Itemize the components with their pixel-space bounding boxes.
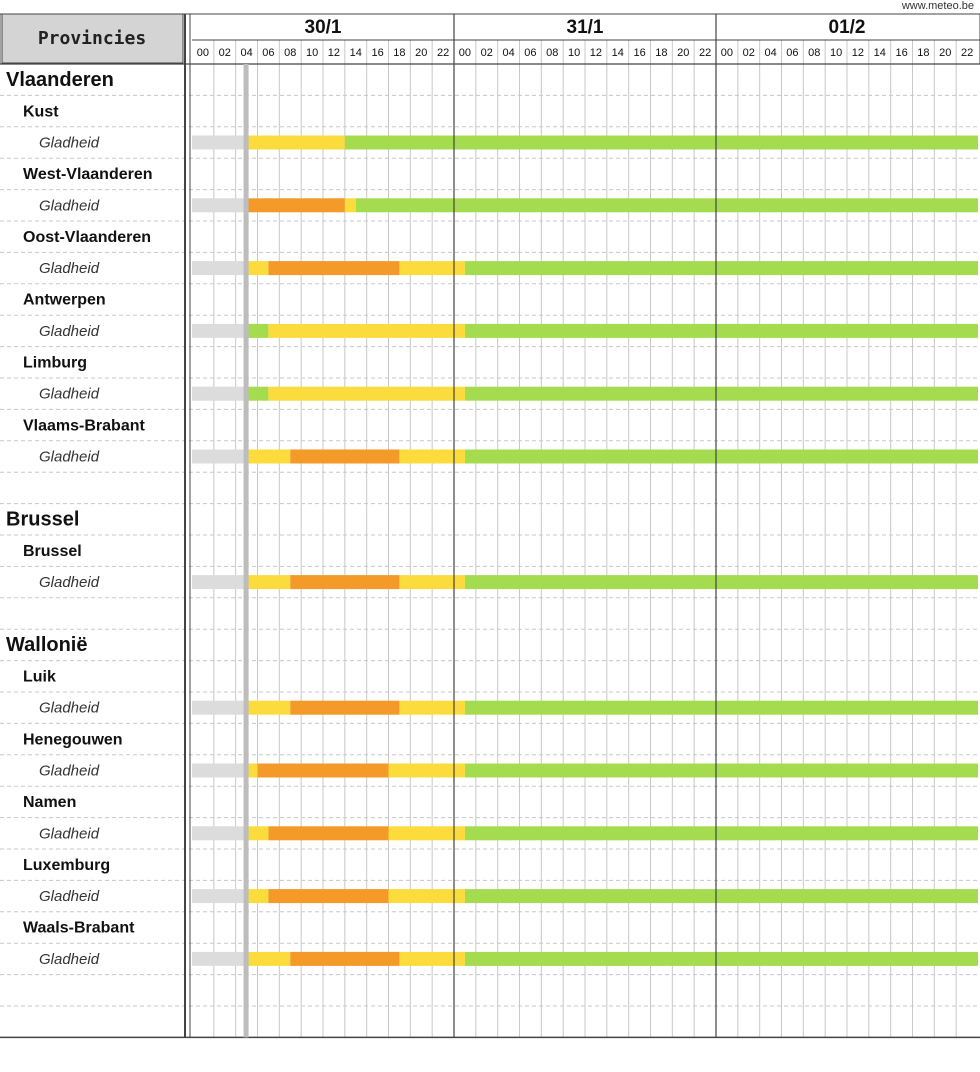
warning-bar-green: [247, 387, 269, 401]
warning-bar-yellow: [399, 575, 465, 589]
warning-bar-yellow: [399, 952, 465, 966]
warning-bar-yellow: [399, 450, 465, 464]
hour-tick-label: 04: [502, 46, 515, 59]
hour-tick-label: 20: [415, 46, 428, 59]
province-label: Oost-Vlaanderen: [23, 228, 152, 246]
warning-bar-green: [465, 826, 978, 840]
source-label[interactable]: www.meteo.be: [901, 0, 974, 12]
hour-tick-label: 18: [655, 46, 668, 59]
region-label: Vlaanderen: [6, 68, 114, 91]
parameter-label: Gladheid: [39, 699, 100, 717]
parameter-label: Gladheid: [39, 950, 100, 968]
parameter-label: Gladheid: [39, 260, 100, 278]
warning-bar-green: [356, 198, 978, 212]
warning-bar-yellow: [247, 889, 269, 903]
hour-tick-label: 00: [196, 46, 210, 59]
warning-bar-none: [192, 324, 247, 338]
province-label: Vlaams-Brabant: [23, 417, 145, 435]
warning-bar-yellow: [399, 261, 465, 275]
hour-tick-label: 04: [764, 46, 777, 59]
hour-tick-label: 22: [698, 46, 712, 59]
parameter-label: Gladheid: [39, 134, 100, 152]
now-marker: [244, 64, 249, 1037]
warning-bar-none: [192, 387, 247, 401]
warning-bar-green: [465, 575, 978, 589]
warning-bar-orange: [290, 575, 399, 589]
warning-bar-none: [192, 826, 247, 840]
warning-bar-yellow: [247, 450, 291, 464]
hour-tick-label: 02: [218, 46, 231, 59]
parameter-label: Gladheid: [39, 888, 100, 906]
hour-tick-label: 06: [524, 46, 537, 59]
province-label: Waals-Brabant: [23, 919, 135, 937]
parameter-label: Gladheid: [39, 197, 100, 215]
parameter-label: Gladheid: [39, 825, 100, 843]
warning-bar-yellow: [268, 324, 465, 338]
hour-tick-label: 02: [742, 46, 755, 59]
day-label: 31/1: [566, 17, 604, 39]
day-label: 01/2: [828, 17, 866, 39]
hour-tick-label: 14: [873, 46, 886, 59]
hour-tick-label: 10: [829, 46, 843, 59]
warning-bar-green: [465, 387, 978, 401]
warning-bar-green: [465, 450, 978, 464]
parameter-label: Gladheid: [39, 762, 100, 780]
hour-tick-label: 00: [720, 46, 734, 59]
province-label: Luik: [23, 668, 56, 686]
hour-tick-label: 08: [546, 46, 559, 59]
hour-tick-label: 00: [458, 46, 472, 59]
warning-bar-yellow: [247, 826, 269, 840]
warning-bar-yellow: [247, 261, 269, 275]
warning-bar-yellow: [399, 701, 465, 715]
warning-bar-none: [192, 701, 247, 715]
parameter-label: Gladheid: [39, 385, 100, 403]
hour-tick-label: 20: [939, 46, 952, 59]
warning-bar-none: [192, 198, 247, 212]
parameter-label: Gladheid: [39, 322, 100, 340]
region-label: Brussel: [6, 508, 80, 531]
province-label: Brussel: [23, 542, 82, 560]
hour-tick-label: 18: [393, 46, 406, 59]
warning-bar-green: [465, 324, 978, 338]
hour-tick-label: 12: [327, 46, 341, 59]
hour-tick-label: 16: [895, 46, 908, 59]
hour-tick-label: 06: [786, 46, 799, 59]
labels-layer: [6, 17, 973, 968]
day-label: 30/1: [304, 17, 342, 39]
warning-bar-orange: [268, 261, 399, 275]
hour-tick-label: 14: [349, 46, 362, 59]
warning-bar-none: [192, 952, 247, 966]
hour-tick-label: 08: [284, 46, 297, 59]
warning-bar-green: [465, 764, 978, 778]
province-label: Henegouwen: [23, 731, 123, 749]
warning-bar-none: [192, 136, 247, 150]
warning-bar-green: [465, 261, 978, 275]
hour-tick-label: 12: [851, 46, 865, 59]
region-label: Wallonië: [6, 634, 88, 657]
province-label: Luxemburg: [23, 856, 111, 874]
province-label: Kust: [23, 103, 59, 121]
warning-bar-orange: [258, 764, 389, 778]
hour-tick-label: 10: [567, 46, 581, 59]
hour-tick-label: 12: [589, 46, 603, 59]
parameter-label: Gladheid: [39, 574, 100, 592]
hour-tick-label: 22: [960, 46, 974, 59]
warning-bar-yellow: [268, 387, 465, 401]
warning-bar-green: [465, 952, 978, 966]
hour-tick-label: 08: [808, 46, 821, 59]
province-label: West-Vlaanderen: [23, 166, 153, 184]
hour-tick-label: 20: [677, 46, 690, 59]
warning-bar-none: [192, 261, 247, 275]
warning-bar-green: [465, 889, 978, 903]
province-label: Antwerpen: [23, 291, 106, 309]
warning-bar-yellow: [247, 575, 291, 589]
warning-bar-none: [192, 764, 247, 778]
warning-bar-yellow: [247, 952, 291, 966]
hour-tick-label: 18: [917, 46, 930, 59]
warning-bar-none: [192, 450, 247, 464]
hour-tick-label: 22: [436, 46, 450, 59]
warning-bar-green: [247, 324, 269, 338]
warning-bar-yellow: [247, 136, 345, 150]
hour-tick-label: 16: [371, 46, 384, 59]
warning-bar-orange: [290, 701, 399, 715]
warning-bar-orange: [247, 198, 345, 212]
province-label: Namen: [23, 794, 77, 812]
provincies-title: Provincies: [37, 28, 147, 49]
warning-bar-orange: [268, 889, 388, 903]
warning-bar-green: [465, 701, 978, 715]
parameter-label: Gladheid: [39, 448, 100, 466]
warning-bar-orange: [290, 450, 399, 464]
warning-bar-orange: [268, 826, 388, 840]
hour-tick-label: 04: [240, 46, 253, 59]
hour-tick-label: 10: [305, 46, 319, 59]
warning-bar-none: [192, 889, 247, 903]
warning-bar-orange: [290, 952, 399, 966]
warning-bar-yellow: [247, 701, 291, 715]
warning-bar-none: [192, 575, 247, 589]
hour-tick-label: 02: [480, 46, 493, 59]
warning-bar-green: [345, 136, 978, 150]
hour-tick-label: 06: [262, 46, 275, 59]
province-label: Limburg: [23, 354, 87, 372]
warning-bar-yellow: [345, 198, 356, 212]
hour-tick-label: 16: [633, 46, 646, 59]
hour-tick-label: 14: [611, 46, 624, 59]
grid-layer: [0, 40, 980, 1037]
